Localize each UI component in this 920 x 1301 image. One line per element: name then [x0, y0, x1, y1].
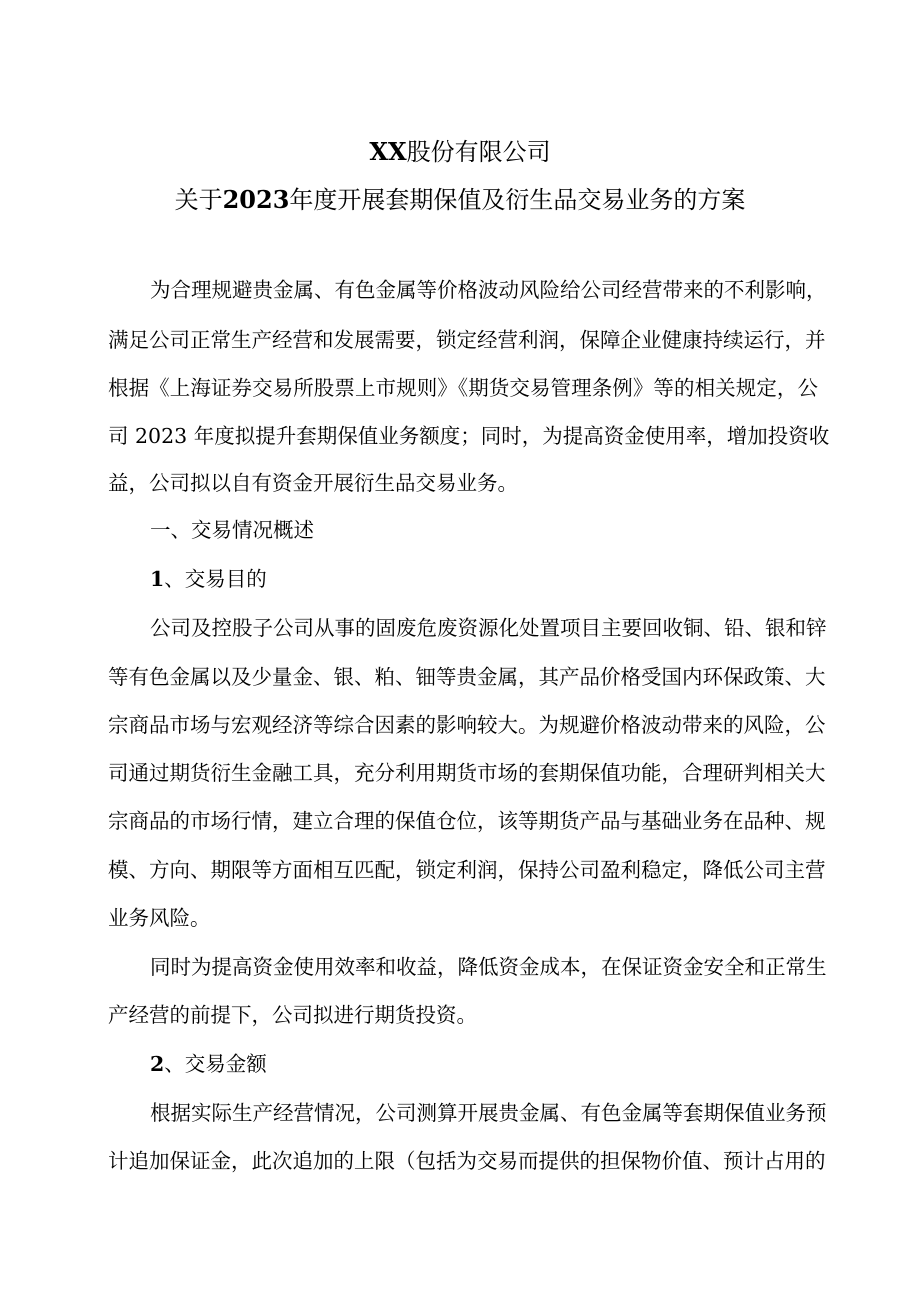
title-year: 2023 — [222, 185, 290, 214]
paragraph-line: 为合理规避贵金属、有色金属等价格波动风险给公司经营带来的不利影响， — [150, 278, 827, 302]
paragraph-line: 等有色金属以及少量金、银、粕、钿等贵金属，其产品价格受国内环保政策、大 — [108, 665, 826, 689]
subsection-number: 2 — [150, 1052, 165, 1076]
subsection-number: 1 — [150, 567, 165, 591]
paragraph-line: 同时为提高资金使用效率和收益，降低资金成本，在保证资金安全和正常生 — [150, 955, 827, 979]
paragraph-line: 计追加保证金，此次追加的上限（包括为交易而提供的担保物价值、预计占用的 — [108, 1149, 826, 1173]
subsection-heading-amount — [150, 1049, 267, 1079]
document-title — [0, 185, 920, 215]
subsection-title: 、交易金额 — [164, 1052, 267, 1076]
paragraph-line: 业务风险。 — [108, 906, 211, 930]
company-title — [0, 137, 920, 167]
company-name-prefix: XX — [369, 137, 407, 166]
section-heading: 一、交易情况概述 — [150, 518, 314, 542]
subsection-heading-purpose — [150, 564, 267, 594]
subsection-title: 、交易目的 — [164, 567, 267, 591]
company-name-rest: 股份有限公司 — [406, 138, 551, 166]
title-part-a: 关于 — [174, 186, 223, 214]
paragraph-line: 公司及控股子公司从事的固废危废资源化处置项目主要回收铜、铅、银和锌 — [150, 616, 827, 640]
paragraph-line: 宗商品市场与宏观经济等综合因素的影响较大。为规避价格波动带来的风险，公 — [108, 713, 826, 737]
paragraph-line: 益，公司拟以自有资金开展衍生品交易业务。 — [108, 471, 518, 495]
paragraph-line: 根据实际生产经营情况，公司测算开展贵金属、有色金属等套期保值业务预 — [150, 1101, 827, 1125]
paragraph-line: 根据《上海证券交易所股票上市规则》《期货交易管理条例》等的相关规定，公 — [108, 376, 818, 400]
paragraph-line: 产经营的前提下，公司拟进行期货投资。 — [108, 1003, 477, 1027]
paragraph-line: 满足公司正常生产经营和发展需要，锁定经营利润，保障企业健康持续运行，并 — [108, 328, 826, 352]
paragraph-line: 司通过期货衍生金融工具，充分利用期货市场的套期保值功能，合理研判相关大 — [108, 761, 826, 785]
paragraph-line: 模、方向、期限等方面相互匹配，锁定利润，保持公司盈利稳定，降低公司主营 — [108, 858, 826, 882]
title-part-b: 年度开展套期保值及衍生品交易业务的方案 — [289, 186, 746, 214]
paragraph-line: 司 2023 年度拟提升套期保值业务额度；同时，为提高资金使用率，增加投资收 — [108, 424, 830, 448]
paragraph-line: 宗商品的市场行情，建立合理的保值仓位，该等期货产品与基础业务在品种、规 — [108, 809, 826, 833]
